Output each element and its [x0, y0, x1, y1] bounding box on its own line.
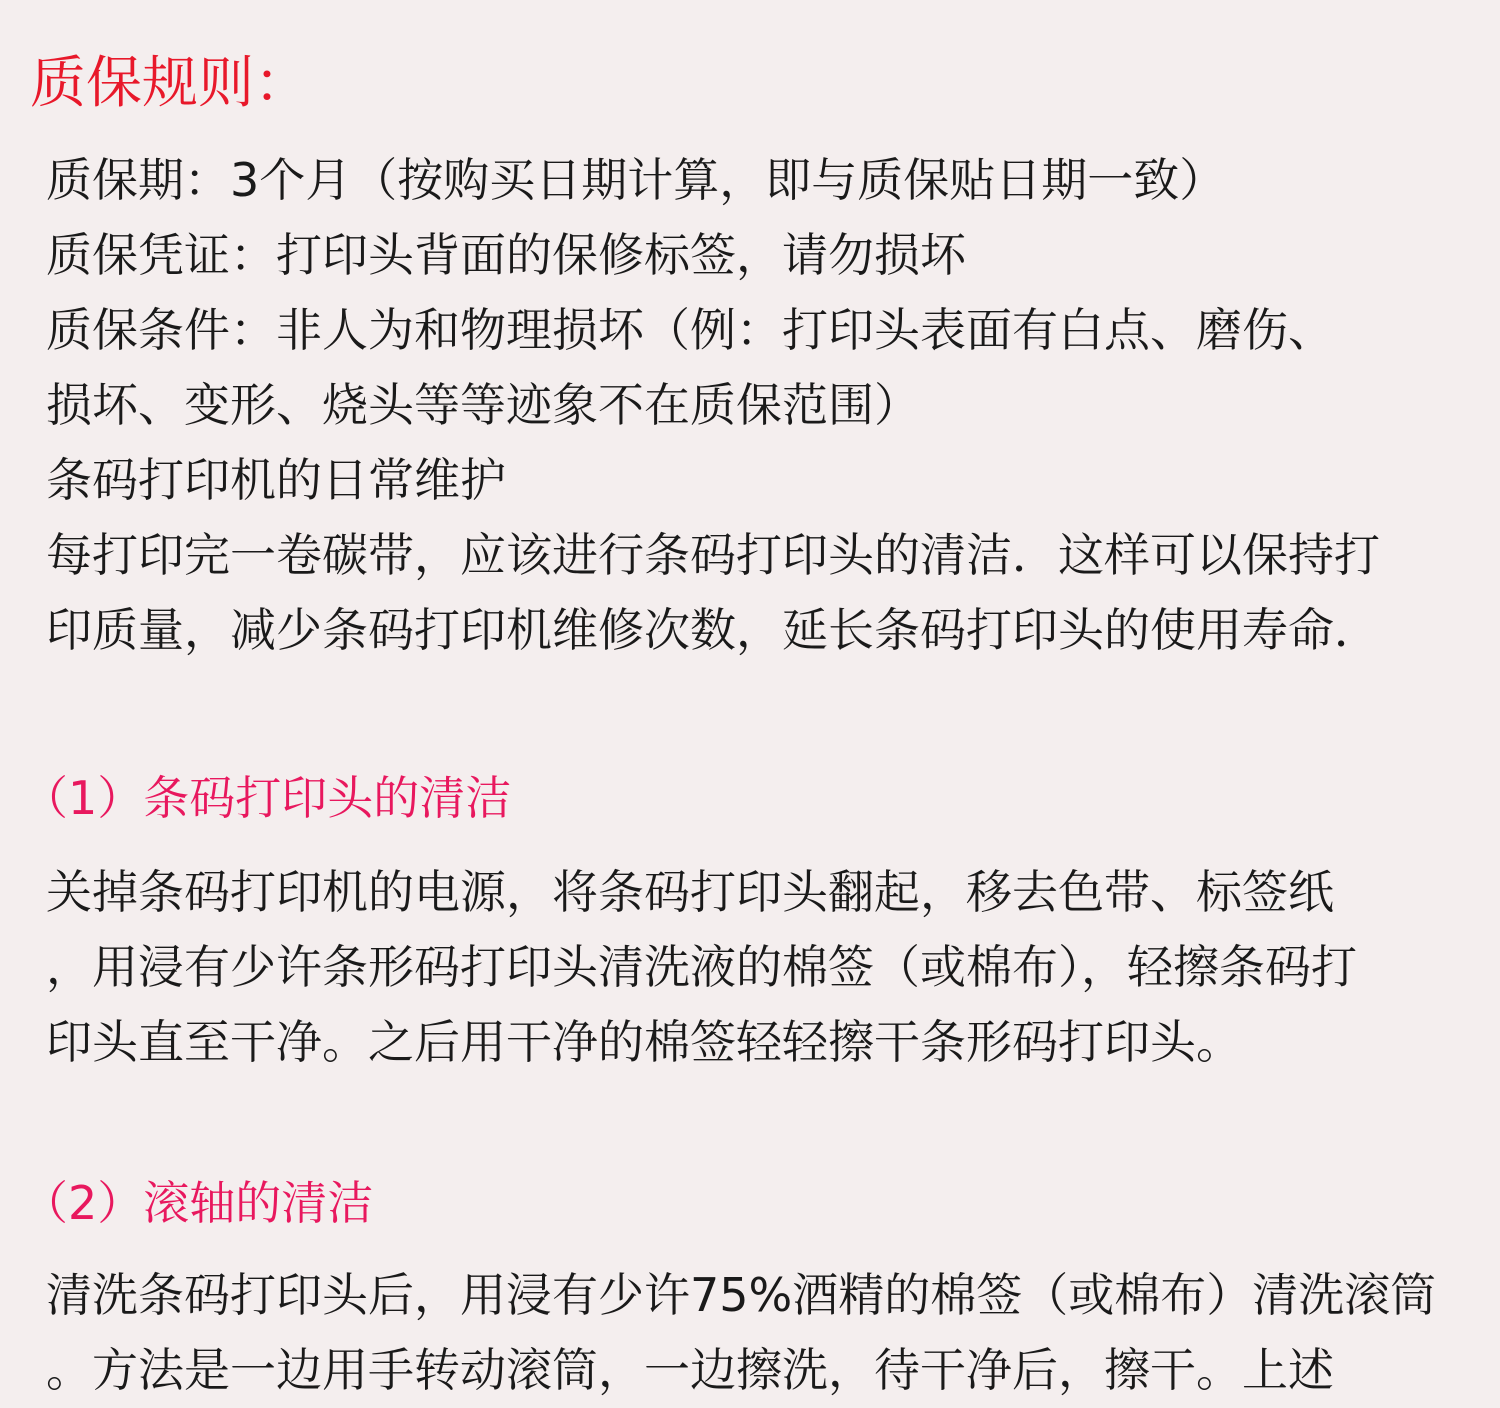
- paragraph-line: ，用浸有少许条形码打印头清洗液的棉签（或棉布），轻擦条码打: [46, 940, 1357, 994]
- paragraph-line: 印头直至干净。之后用干净的棉签轻轻擦干条形码打印头。: [46, 1015, 1242, 1069]
- warranty-proof-line: 质保凭证：打印头背面的保修标签，请勿损坏: [46, 228, 966, 282]
- paragraph-line: 。方法是一边用手转动滚筒，一边擦洗，待干净后，擦干。上述: [46, 1343, 1334, 1397]
- roller-cleaning-text: [46, 1258, 1476, 1408]
- maintenance-text-line: 每打印完一卷碳带，应该进行条码打印头的清洁．这样可以保持打: [46, 528, 1380, 582]
- warranty-conditions-line: 质保条件：非人为和物理损坏（例：打印头表面有白点、磨伤、: [46, 303, 1334, 357]
- maintenance-heading: 条码打印机的日常维护: [46, 453, 506, 507]
- daily-maintenance: [46, 443, 1476, 668]
- warranty-rules: [46, 143, 1476, 443]
- paragraph-line: 关掉条码打印机的电源，将条码打印头翻起，移去色带、标签纸: [46, 865, 1334, 919]
- maintenance-text-line: 印质量，减少条码打印机维修次数，延长条码打印头的使用寿命．: [46, 603, 1380, 657]
- paragraph-line: 清洗条码打印头后，用浸有少许75%酒精的棉签（或棉布）清洗滚筒: [46, 1268, 1437, 1322]
- warranty-conditions-line-cont: 损坏、变形、烧头等等迹象不在质保范围）: [46, 378, 920, 432]
- section-heading-printhead-cleaning: （1）条码打印头的清洁: [22, 771, 512, 825]
- page-title: 质保规则：: [30, 51, 310, 116]
- warranty-period-line: 质保期：3个月（按购买日期计算，即与质保贴日期一致）: [46, 153, 1226, 207]
- section-heading-roller-cleaning: （2）滚轴的清洁: [22, 1176, 374, 1230]
- printhead-cleaning-text: [46, 855, 1476, 1080]
